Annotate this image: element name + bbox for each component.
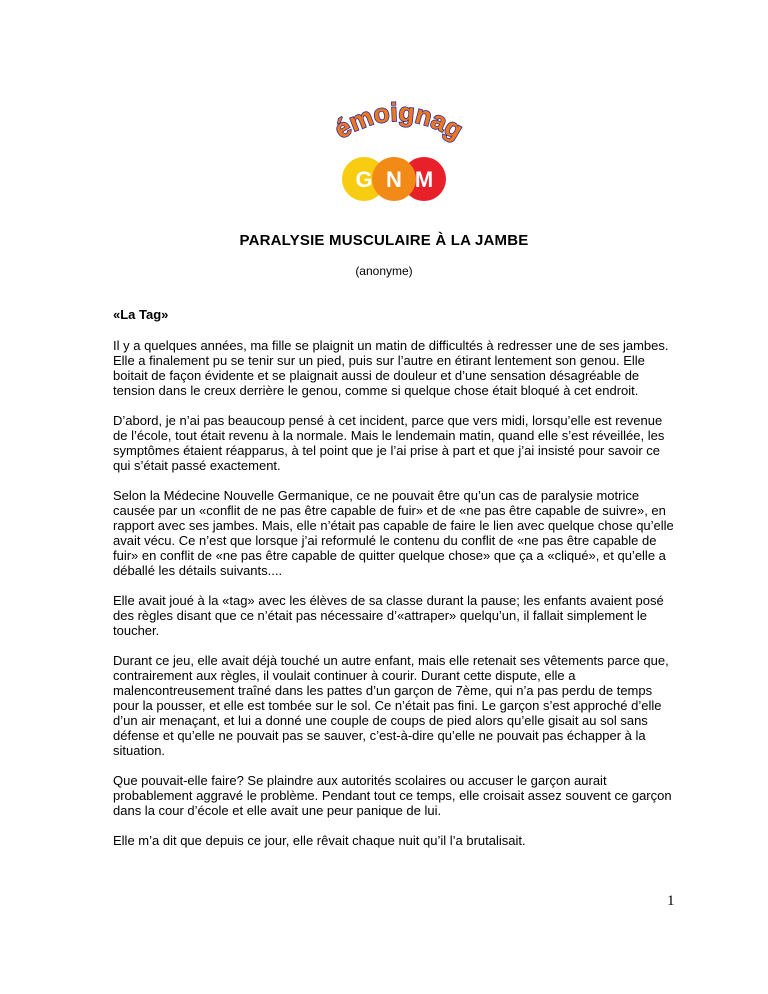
paragraph: Que pouvait-elle faire? Se plaindre aux autorités scolaires ou accuser le garçon aurait probablement aggravé le problème. Pendant tout ce temps, elle croisait assez souvent ce garçon dans la cour d’école et elle avait une peur panique de lui. <box>113 773 672 818</box>
paragraph: Selon la Médecine Nouvelle Germanique, ce ne pouvait être qu’un cas de paralysie motrice causée par un «conflit de ne pas être capable de fuir» et de «ne pas être capable de suivre», en rapport avec ses jambes. Mais, elle n’était pas capable de faire le lien avec quelque chose qu’elle avait vécu. Ce n’est que lorsque j’ai reformulé le contenu du conflit de «ne pas être capable de fuir» en conflit de «ne pas être capable de quitter quelque chose» que ça a «cliqué», et qu’elle a déballé les détails suivants.... <box>113 488 674 578</box>
logo-letter-n: N <box>386 167 402 192</box>
logo-graphic <box>318 95 478 215</box>
paragraph: Durant ce jeu, elle avait déjà touché un autre enfant, mais elle retenait ses vêtements parce que, contrairement aux règles, il voulait continuer à courir. Durant cette dispute, elle a malencontreusement traîné dans les pattes d’un garçon de 7ème, qui n’a pas perdu de temps pour la pousser, et elle est tombée sur le sol. Ce n’était pas fini. Le garçon s’est approché d’elle d’un air menaçant, et lui a donné une couple de coups de pied alors qu’elle gisait au sol sans défense et qu’elle ne pouvait pas se sauver, c’est-à-dire qu’elle ne pouvait pas échapper à la situation. <box>113 653 669 758</box>
section-heading: «La Tag» <box>113 307 169 322</box>
document-author: (anonyme) <box>355 264 413 278</box>
paragraph: D’abord, je n’ai pas beaucoup pensé à cet incident, parce que vers midi, lorsqu’elle est revenue de l’école, tout était revenu à la normale. Mais le lendemain matin, quand elle s’est réveillée, les symptômes étaient réapparus, à tel point que je l’ai prise à part et que j’ai insisté pour savoir ce qui s’était passé exactement. <box>113 413 665 473</box>
logo-letter-g: G <box>355 167 373 192</box>
logo-word: émoignag <box>329 96 469 146</box>
logo-letter-m: M <box>414 167 434 192</box>
document-body <box>113 307 675 863</box>
paragraph: Il y a quelques années, ma fille se plaignit un matin de difficultés à redresser une de ses jambes. Elle a finalement pu se tenir sur un pied, puis sur l’autre en étirant lentement son genou. Elle boitait de façon évidente et se plaignait aussi de douleur et d’une sensation désagréable de tension dans le creux derrière le genou, comme si quelque chose était bloqué à cet endroit. <box>113 338 669 398</box>
page-number: 1 <box>667 893 675 909</box>
paragraph: Elle avait joué à la «tag» avec les élèves de sa classe durant la pause; les enfants avaient posé des règles disant que ce n’était pas nécessaire d’«attraper» quelqu’un, il fallait simplement le toucher. <box>113 593 664 638</box>
paragraph: Elle m’a dit que depuis ce jour, elle rêvait chaque nuit qu’il l’a brutalisait. <box>113 833 526 848</box>
temoignage-gnm-logo <box>318 95 478 215</box>
document-title: PARALYSIE MUSCULAIRE À LA JAMBE <box>239 232 529 249</box>
